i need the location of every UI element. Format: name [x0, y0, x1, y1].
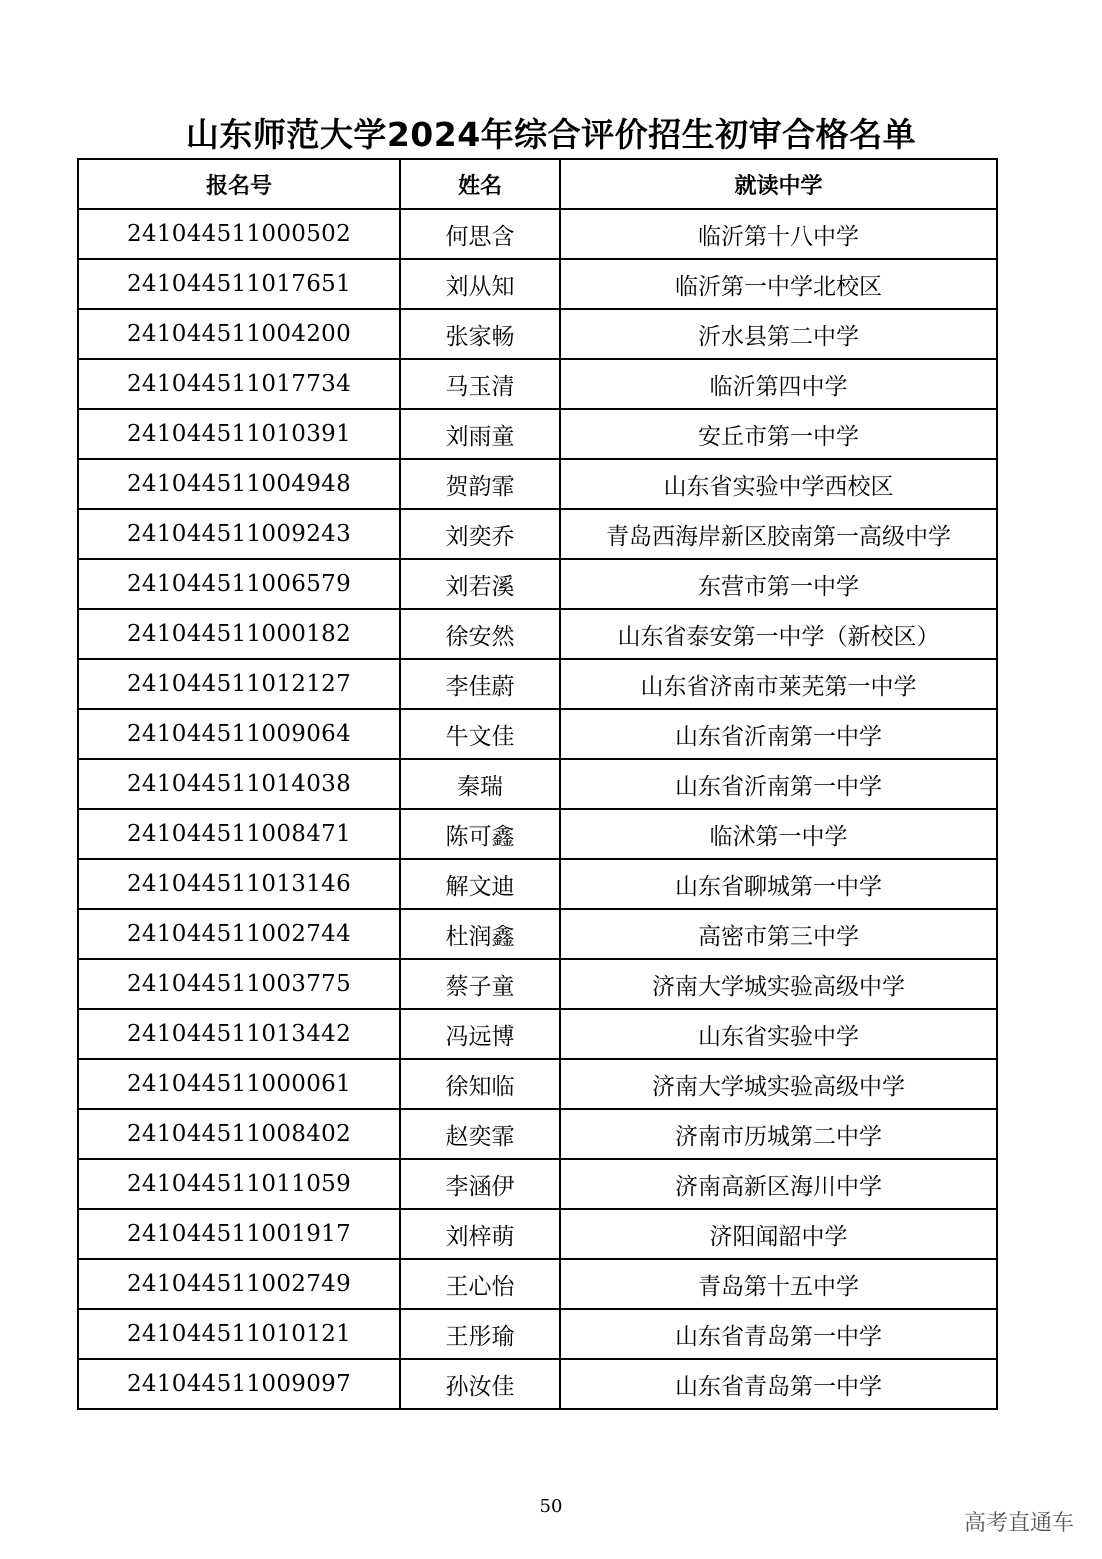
- table-row: [78, 1259, 997, 1309]
- school-cell: 山东省实验中学西校区: [560, 459, 997, 509]
- student-name-cell: 李涵伊: [400, 1159, 560, 1209]
- school-cell: 山东省青岛第一中学: [560, 1309, 997, 1359]
- table-row: [78, 309, 997, 359]
- table-row: [78, 1059, 997, 1109]
- school-cell: 沂水县第二中学: [560, 309, 997, 359]
- school-cell: 济南高新区海川中学: [560, 1159, 997, 1209]
- table-row: [78, 659, 997, 709]
- school-cell: 山东省沂南第一中学: [560, 709, 997, 759]
- table-body: [78, 209, 997, 1409]
- school-cell: 临沂第一中学北校区: [560, 259, 997, 309]
- watermark: 高考直通车: [963, 1511, 1074, 1536]
- registration-number-cell: 241044511002744: [78, 909, 400, 959]
- registration-number-cell: 241044511000182: [78, 609, 400, 659]
- table-row: [78, 459, 997, 509]
- student-name-cell: 牛文佳: [400, 709, 560, 759]
- table-row: [78, 1309, 997, 1359]
- school-cell: 山东省沂南第一中学: [560, 759, 997, 809]
- table-row: [78, 609, 997, 659]
- registration-number-cell: 241044511017734: [78, 359, 400, 409]
- student-name-cell: 刘梓萌: [400, 1209, 560, 1259]
- student-name-cell: 王心怡: [400, 1259, 560, 1309]
- registration-number-cell: 241044511000061: [78, 1059, 400, 1109]
- column-header-name: 姓名: [400, 159, 560, 209]
- student-name-cell: 贺韵霏: [400, 459, 560, 509]
- school-cell: 山东省实验中学: [560, 1009, 997, 1059]
- student-name-cell: 解文迪: [400, 859, 560, 909]
- student-name-cell: 刘若溪: [400, 559, 560, 609]
- table-row: [78, 509, 997, 559]
- school-cell: 临沂第十八中学: [560, 209, 997, 259]
- school-cell: 青岛西海岸新区胶南第一高级中学: [560, 509, 997, 559]
- school-cell: 济南市历城第二中学: [560, 1109, 997, 1159]
- student-name-cell: 蔡子童: [400, 959, 560, 1009]
- registration-number-cell: 241044511010121: [78, 1309, 400, 1359]
- school-cell: 临沂第四中学: [560, 359, 997, 409]
- registration-number-cell: 241044511003775: [78, 959, 400, 1009]
- school-cell: 安丘市第一中学: [560, 409, 997, 459]
- school-cell: 山东省济南市莱芜第一中学: [560, 659, 997, 709]
- student-name-cell: 徐安然: [400, 609, 560, 659]
- admission-list-table: [77, 158, 998, 1410]
- school-cell: 山东省聊城第一中学: [560, 859, 997, 909]
- registration-number-cell: 241044511009064: [78, 709, 400, 759]
- school-cell: 山东省青岛第一中学: [560, 1359, 997, 1409]
- table-row: [78, 959, 997, 1009]
- table-row: [78, 1109, 997, 1159]
- registration-number-cell: 241044511008471: [78, 809, 400, 859]
- table-header-row: [78, 159, 997, 209]
- school-cell: 济南大学城实验高级中学: [560, 1059, 997, 1109]
- school-cell: 济南大学城实验高级中学: [560, 959, 997, 1009]
- table-row: [78, 409, 997, 459]
- registration-number-cell: 241044511009243: [78, 509, 400, 559]
- registration-number-cell: 241044511014038: [78, 759, 400, 809]
- student-name-cell: 秦瑞: [400, 759, 560, 809]
- school-cell: 东营市第一中学: [560, 559, 997, 609]
- registration-number-cell: 241044511004948: [78, 459, 400, 509]
- registration-number-cell: 241044511013146: [78, 859, 400, 909]
- table-row: [78, 259, 997, 309]
- student-name-cell: 刘从知: [400, 259, 560, 309]
- student-name-cell: 李佳蔚: [400, 659, 560, 709]
- school-cell: 临沭第一中学: [560, 809, 997, 859]
- student-name-cell: 陈可鑫: [400, 809, 560, 859]
- page-title: 山东师范大学2024年综合评价招生初审合格名单: [185, 115, 917, 154]
- student-name-cell: 孙汝佳: [400, 1359, 560, 1409]
- table-row: [78, 759, 997, 809]
- column-header-registration-number: 报名号: [78, 159, 400, 209]
- table-row: [78, 909, 997, 959]
- table-row: [78, 709, 997, 759]
- registration-number-cell: 241044511002749: [78, 1259, 400, 1309]
- student-name-cell: 刘雨童: [400, 409, 560, 459]
- table-row: [78, 859, 997, 909]
- registration-number-cell: 241044511009097: [78, 1359, 400, 1409]
- table-row: [78, 1009, 997, 1059]
- school-cell: 高密市第三中学: [560, 909, 997, 959]
- registration-number-cell: 241044511000502: [78, 209, 400, 259]
- table-row: [78, 1209, 997, 1259]
- registration-number-cell: 241044511001917: [78, 1209, 400, 1259]
- registration-number-cell: 241044511006579: [78, 559, 400, 609]
- table-row: [78, 1159, 997, 1209]
- table-row: [78, 559, 997, 609]
- student-name-cell: 何思含: [400, 209, 560, 259]
- page-number: 50: [539, 1496, 563, 1517]
- table-row: [78, 359, 997, 409]
- student-name-cell: 刘奕乔: [400, 509, 560, 559]
- student-name-cell: 张家畅: [400, 309, 560, 359]
- column-header-school: 就读中学: [560, 159, 997, 209]
- student-name-cell: 徐知临: [400, 1059, 560, 1109]
- school-cell: 青岛第十五中学: [560, 1259, 997, 1309]
- school-cell: 济阳闻韶中学: [560, 1209, 997, 1259]
- student-name-cell: 赵奕霏: [400, 1109, 560, 1159]
- student-name-cell: 马玉清: [400, 359, 560, 409]
- table-row: [78, 809, 997, 859]
- student-name-cell: 冯远博: [400, 1009, 560, 1059]
- registration-number-cell: 241044511008402: [78, 1109, 400, 1159]
- student-name-cell: 杜润鑫: [400, 909, 560, 959]
- registration-number-cell: 241044511011059: [78, 1159, 400, 1209]
- registration-number-cell: 241044511017651: [78, 259, 400, 309]
- table-row: [78, 1359, 997, 1409]
- table-row: [78, 209, 997, 259]
- student-name-cell: 王彤瑜: [400, 1309, 560, 1359]
- registration-number-cell: 241044511004200: [78, 309, 400, 359]
- registration-number-cell: 241044511010391: [78, 409, 400, 459]
- registration-number-cell: 241044511012127: [78, 659, 400, 709]
- school-cell: 山东省泰安第一中学（新校区）: [560, 609, 997, 659]
- registration-number-cell: 241044511013442: [78, 1009, 400, 1059]
